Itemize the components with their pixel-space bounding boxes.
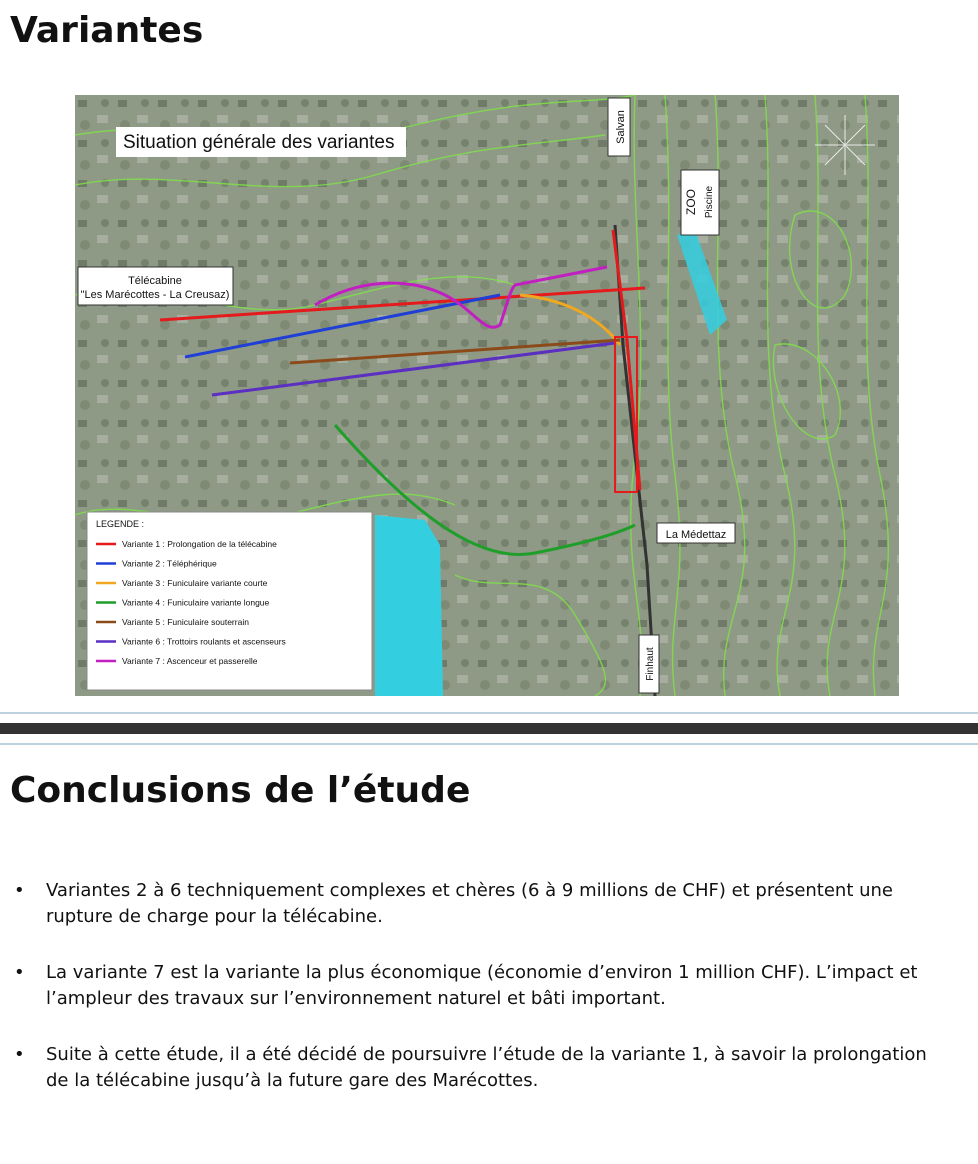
- legend-item-4: Variante 4 : Funiculaire variante longue: [122, 597, 270, 608]
- conclusions-list: [10, 878, 950, 1124]
- telecabine-label: Télécabine: [128, 275, 182, 287]
- bullet-icon: •: [14, 962, 25, 983]
- list-item: [10, 960, 950, 1012]
- label-medettaz: La Médettaz: [665, 529, 727, 541]
- label-piscine: Piscine: [704, 185, 715, 219]
- label-zoo: ZOO: [684, 189, 698, 215]
- slide-title: Variantes: [10, 10, 204, 51]
- bullet-text: Suite à cette étude, il a été décidé de poursuivre l’étude de la variante 1, à savoir la prolongation de la télécabine jusqu’à la future gare des Marécottes.: [46, 1044, 927, 1091]
- legend-item-1: Variante 1 : Prolongation de la télécabine: [122, 539, 277, 549]
- legend-item-7: Variante 7 : Ascenceur et passerelle: [122, 656, 258, 666]
- legend-item-3: Variante 3 : Funiculaire variante courte: [122, 578, 268, 588]
- legend-item-2: Variante 2 : Téléphérique: [122, 558, 217, 569]
- lake: [375, 515, 443, 696]
- map-legend: [87, 512, 372, 690]
- legend-heading: LEGENDE :: [96, 519, 145, 529]
- list-item: [10, 878, 950, 930]
- bullet-icon: •: [14, 1044, 25, 1065]
- bullet-icon: •: [14, 880, 25, 901]
- legend-item-6: Variante 6 : Trottoirs roulants et ascenseurs: [122, 636, 286, 647]
- telecabine-sublabel: "Les Marécottes - La Creusaz): [80, 289, 230, 301]
- conclusions-title: Conclusions de l’étude: [10, 770, 471, 811]
- legend-item-5: Variante 5 : Funiculaire souterrain: [122, 617, 249, 627]
- divider-bar: [0, 723, 978, 734]
- divider-bottom: [0, 743, 978, 745]
- label-finhaut: Finhaut: [645, 647, 656, 681]
- variants-map: [75, 95, 899, 696]
- divider-top: [0, 712, 978, 714]
- list-item: [10, 1042, 950, 1094]
- map-title: Situation générale des variantes: [123, 132, 395, 153]
- label-salvan: Salvan: [615, 110, 627, 144]
- bullet-text: Variantes 2 à 6 techniquement complexes et chères (6 à 9 millions de CHF) et présentent une rupture de charge pour la télécabine.: [46, 880, 894, 927]
- bullet-text: La variante 7 est la variante la plus économique (économie d’environ 1 million CHF). L’impact et l’ampleur des travaux sur l’environnement naturel et bâti important.: [46, 962, 918, 1009]
